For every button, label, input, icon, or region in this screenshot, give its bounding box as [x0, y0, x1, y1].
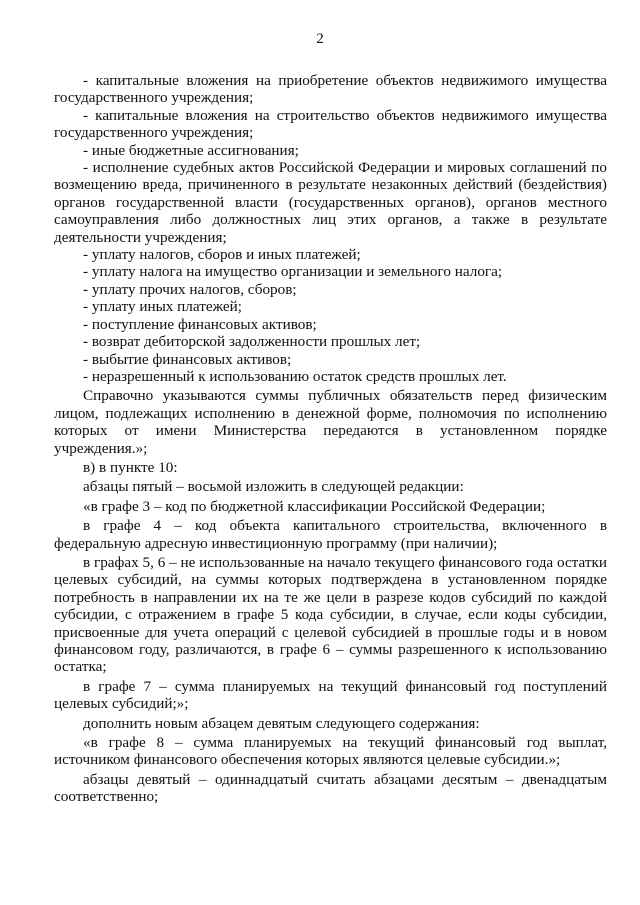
- paragraph: Справочно указываются суммы публичных обязательств перед физическим лицом, подлежащих исполнению в денежной форме, полномочия по исполнению которых от имени Министерства передаются в установленном порядке учреждения.»;: [54, 387, 607, 457]
- document-body: [54, 72, 607, 806]
- paragraph: - выбытие финансовых активов;: [83, 350, 292, 368]
- paragraph: - капитальные вложения на приобретение объектов недвижимого имущества государственного учреждения;: [54, 72, 607, 107]
- paragraph: в графе 4 – код объекта капитального строительства, включенного в федеральную адресную инвестиционную программу (при наличии);: [54, 517, 607, 552]
- paragraph: - уплату налогов, сборов и иных платежей;: [83, 246, 361, 264]
- paragraph: - уплату налога на имущество организации и земельного налога;: [83, 263, 503, 281]
- paragraph: - поступление финансовых активов;: [83, 315, 317, 333]
- paragraph: - исполнение судебных актов Российской Федерации и мировых соглашений по возмещению вреда, причиненного в результате незаконных действий (бездействия) органов государственной власти (государственных органов), органов местного самоуправления либо должностных лиц этих органов, а также в результате деятельности учреждения;: [54, 159, 607, 246]
- paragraph: в графе 7 – сумма планируемых на текущий финансовый год поступлений целевых субсидий;»;: [54, 677, 607, 713]
- paragraph: - уплату прочих налогов, сборов;: [83, 280, 297, 298]
- paragraph: - уплату иных платежей;: [83, 298, 242, 316]
- paragraph: «в графе 8 – сумма планируемых на текущий финансовый год выплат, источником финансового обеспечения которых являются целевые субсидии.»;: [54, 734, 607, 769]
- paragraph: «в графе 3 – код по бюджетной классификации Российской Федерации;: [83, 497, 546, 515]
- paragraph: в) в пункте 10:: [83, 458, 178, 476]
- paragraph: в графах 5, 6 – не использованные на начало текущего финансового года остатки целевых субсидий, на суммы которых подтверждена в установленном порядке потребность в направлении их на те же цели в разрезе кодов субсидий по каждой субсидии, с отражением в графе 5 кода субсидии, в случае, если коды субсидии, присвоенные для учета операций с целевой субсидией в прошлые годы и в новом финансовом году, различаются, в графе 6 – суммы разрешенного к использованию остатка;: [54, 553, 607, 676]
- page-number: 2: [316, 31, 324, 47]
- paragraph: дополнить новым абзацем девятым следующего содержания:: [83, 714, 480, 732]
- paragraph: - капитальные вложения на строительство объектов недвижимого имущества государственного учреждения;: [54, 106, 607, 142]
- paragraph: абзацы пятый – восьмой изложить в следующей редакции:: [83, 478, 464, 496]
- paragraph: - возврат дебиторской задолженности прошлых лет;: [83, 333, 421, 351]
- paragraph: - иные бюджетные ассигнования;: [83, 141, 299, 159]
- paragraph: абзацы девятый – одиннадцатый считать абзацами десятым – двенадцатым соответственно;: [54, 770, 607, 806]
- paragraph: - неразрешенный к использованию остаток средств прошлых лет.: [83, 367, 507, 385]
